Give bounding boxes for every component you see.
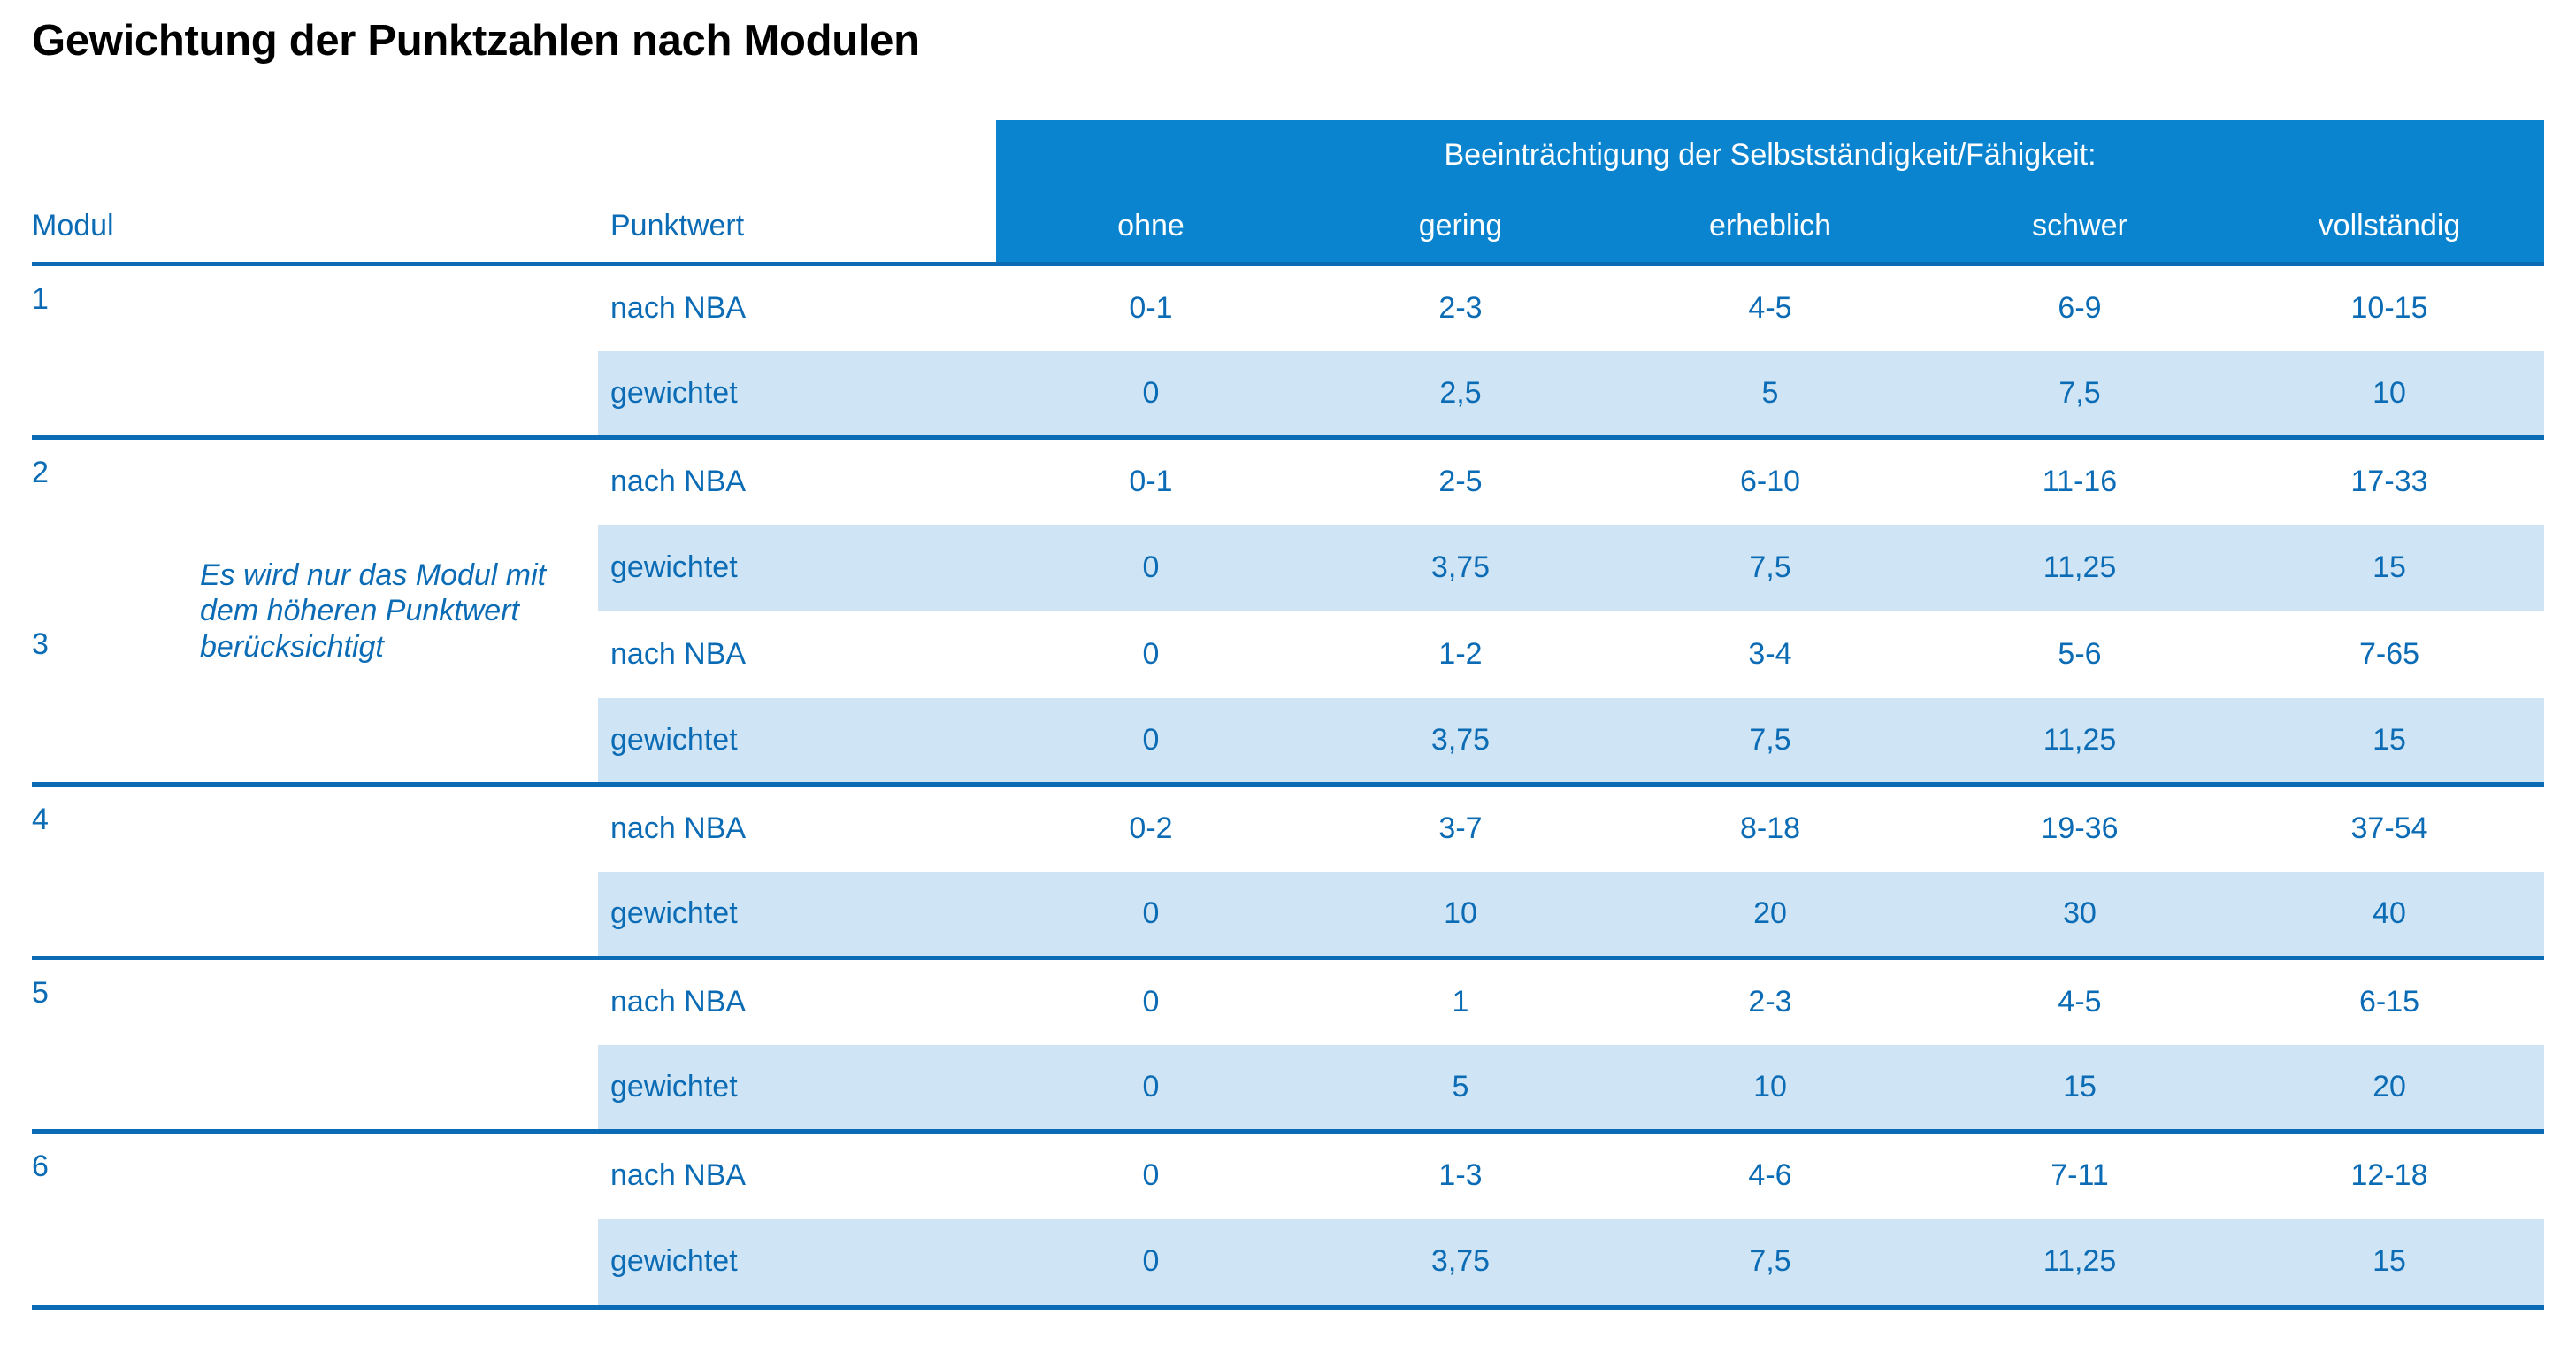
cell-m4-nba-gering: 3-7	[1306, 785, 1615, 872]
cell-m6-w-vollstaendig: 15	[2235, 1219, 2544, 1305]
module-id-5: 5	[32, 958, 138, 1132]
cell-m1-w-gering: 2,5	[1306, 351, 1615, 438]
header-score-label: Punktwert	[610, 209, 745, 242]
table-row	[32, 958, 2544, 1045]
header-level-ohne: ohne	[996, 189, 1306, 265]
module-note: Es wird nur das Modul mit dem höheren Punktwert berücksichtigt	[138, 438, 598, 785]
cell-m5-nba-erheblich: 2-3	[1615, 958, 1925, 1045]
table-row	[32, 785, 2544, 872]
note-spacer-5	[138, 958, 598, 1132]
cell-m6-nba-ohne: 0	[996, 1132, 1306, 1219]
note-spacer-4	[138, 785, 598, 958]
cell-m3-nba-ohne: 0	[996, 611, 1306, 698]
cell-m6-nba-gering: 1-3	[1306, 1132, 1615, 1219]
table-row	[32, 438, 2544, 525]
row-type-nba-3: nach NBA	[598, 611, 996, 698]
row-type-nba-1: nach NBA	[598, 265, 996, 351]
header-note-spacer	[138, 189, 598, 265]
cell-m5-nba-vollstaendig: 6-15	[2235, 958, 2544, 1045]
table-row	[32, 1132, 2544, 1219]
cell-m5-w-gering: 5	[1306, 1045, 1615, 1132]
cell-m4-w-schwer: 30	[1925, 872, 2235, 958]
row-type-weighted-6: gewichtet	[598, 1219, 996, 1305]
table-bottom-rule	[32, 1305, 2544, 1310]
cell-m2-w-erheblich: 7,5	[1615, 525, 1925, 611]
cell-m4-nba-ohne: 0-2	[996, 785, 1306, 872]
cell-m2-w-vollstaendig: 15	[2235, 525, 2544, 611]
cell-m3-w-gering: 3,75	[1306, 698, 1615, 785]
cell-m5-nba-schwer: 4-5	[1925, 958, 2235, 1045]
header-group-label: Beeinträchtigung der Selbstständigkeit/Fähigkeit:	[996, 120, 2544, 189]
cell-m1-nba-schwer: 6-9	[1925, 265, 2235, 351]
cell-m5-w-schwer: 15	[1925, 1045, 2235, 1132]
page-title: Gewichtung der Punktzahlen nach Modulen	[32, 17, 920, 65]
row-type-weighted-3: gewichtet	[598, 698, 996, 785]
cell-m5-w-vollstaendig: 20	[2235, 1045, 2544, 1132]
cell-m2-nba-erheblich: 6-10	[1615, 438, 1925, 525]
cell-m6-w-ohne: 0	[996, 1219, 1306, 1305]
cell-m2-w-ohne: 0	[996, 525, 1306, 611]
cell-m2-nba-ohne: 0-1	[996, 438, 1306, 525]
header-spacer-score	[598, 120, 996, 189]
cell-m1-w-ohne: 0	[996, 351, 1306, 438]
cell-m5-nba-ohne: 0	[996, 958, 1306, 1045]
module-id-3: 3	[32, 611, 138, 785]
cell-m1-nba-ohne: 0-1	[996, 265, 1306, 351]
cell-m3-w-vollstaendig: 15	[2235, 698, 2544, 785]
cell-m2-w-gering: 3,75	[1306, 525, 1615, 611]
header-spacer-module	[32, 120, 138, 189]
cell-m6-w-gering: 3,75	[1306, 1219, 1615, 1305]
row-type-nba-6: nach NBA	[598, 1132, 996, 1219]
row-type-weighted-1: gewichtet	[598, 351, 996, 438]
cell-m6-w-schwer: 11,25	[1925, 1219, 2235, 1305]
note-spacer-1	[138, 265, 598, 438]
header-spacer-note	[138, 120, 598, 189]
cell-m2-nba-gering: 2-5	[1306, 438, 1615, 525]
cell-m1-w-vollstaendig: 10	[2235, 351, 2544, 438]
module-id-2: 2	[32, 438, 138, 611]
cell-m5-w-erheblich: 10	[1615, 1045, 1925, 1132]
cell-m4-w-erheblich: 20	[1615, 872, 1925, 958]
row-type-weighted-4: gewichtet	[598, 872, 996, 958]
cell-m4-nba-schwer: 19-36	[1925, 785, 2235, 872]
header-level-vollstaendig: vollständig	[2235, 189, 2544, 265]
cell-m4-nba-erheblich: 8-18	[1615, 785, 1925, 872]
cell-m2-nba-schwer: 11-16	[1925, 438, 2235, 525]
table-header-group-row	[32, 120, 2544, 189]
cell-m4-w-gering: 10	[1306, 872, 1615, 958]
cell-m3-w-ohne: 0	[996, 698, 1306, 785]
module-id-6: 6	[32, 1132, 138, 1305]
cell-m3-nba-gering: 1-2	[1306, 611, 1615, 698]
cell-m4-w-ohne: 0	[996, 872, 1306, 958]
cell-m5-nba-gering: 1	[1306, 958, 1615, 1045]
cell-m3-w-schwer: 11,25	[1925, 698, 2235, 785]
cell-m4-w-vollstaendig: 40	[2235, 872, 2544, 958]
table-row	[32, 265, 2544, 351]
cell-m6-nba-erheblich: 4-6	[1615, 1132, 1925, 1219]
header-module-label: Modul	[32, 209, 114, 242]
cell-m4-nba-vollstaendig: 37-54	[2235, 785, 2544, 872]
header-level-schwer: schwer	[1925, 189, 2235, 265]
cell-m1-nba-erheblich: 4-5	[1615, 265, 1925, 351]
cell-m6-nba-vollstaendig: 12-18	[2235, 1132, 2544, 1219]
cell-m1-nba-gering: 2-3	[1306, 265, 1615, 351]
module-id-4: 4	[32, 785, 138, 958]
cell-m5-w-ohne: 0	[996, 1045, 1306, 1132]
module-id-1: 1	[32, 265, 138, 438]
note-spacer-6	[138, 1132, 598, 1305]
header-level-erheblich: erheblich	[1615, 189, 1925, 265]
cell-m6-nba-schwer: 7-11	[1925, 1132, 2235, 1219]
cell-m3-nba-schwer: 5-6	[1925, 611, 2235, 698]
row-type-weighted-2: gewichtet	[598, 525, 996, 611]
row-type-nba-2: nach NBA	[598, 438, 996, 525]
cell-m3-w-erheblich: 7,5	[1615, 698, 1925, 785]
weighting-table	[32, 120, 2544, 1305]
cell-m1-nba-vollstaendig: 10-15	[2235, 265, 2544, 351]
cell-m2-nba-vollstaendig: 17-33	[2235, 438, 2544, 525]
row-type-weighted-5: gewichtet	[598, 1045, 996, 1132]
table-header-row	[32, 189, 2544, 265]
cell-m6-w-erheblich: 7,5	[1615, 1219, 1925, 1305]
row-type-nba-4: nach NBA	[598, 785, 996, 872]
row-type-nba-5: nach NBA	[598, 958, 996, 1045]
cell-m2-w-schwer: 11,25	[1925, 525, 2235, 611]
cell-m1-w-erheblich: 5	[1615, 351, 1925, 438]
header-level-gering: gering	[1306, 189, 1615, 265]
cell-m3-nba-erheblich: 3-4	[1615, 611, 1925, 698]
cell-m1-w-schwer: 7,5	[1925, 351, 2235, 438]
cell-m3-nba-vollstaendig: 7-65	[2235, 611, 2544, 698]
